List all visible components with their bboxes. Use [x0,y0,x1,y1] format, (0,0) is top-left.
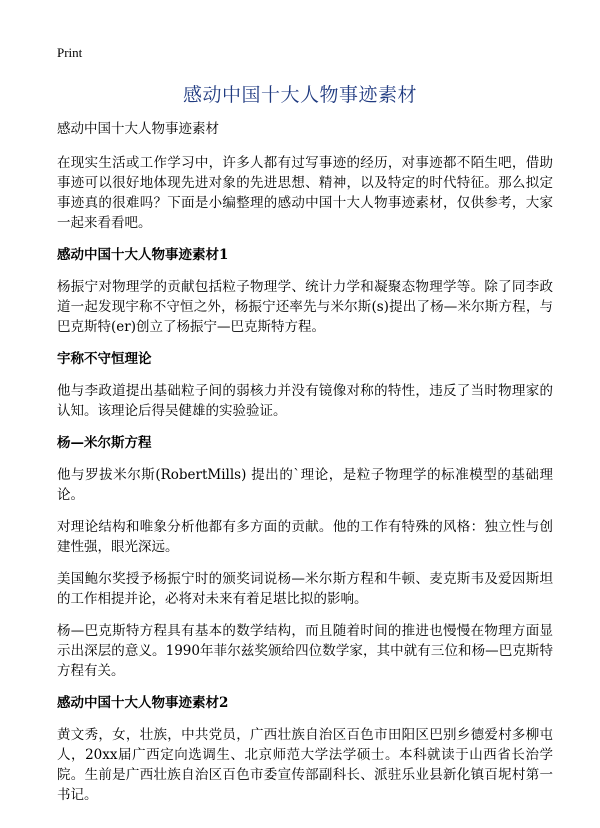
section-paragraph: 他与罗拔米尔斯(RobertMills) 提出的`理论，是粒子物理学的标准模型的基础理论。 [57,467,553,503]
document-subtitle: 感动中国十大人物事迹素材 [57,121,219,137]
section-paragraph: 黄文秀，女，壮族，中共党员，广西壮族自治区百色市田阳区巴别乡德爱村多柳屯人，20xx届广西定向选调生、北京师范大学法学硕士。本科就读于山西省长治学院。生前是广西壮族自治区百色市委宣传部副科长、派驻乐业县新化镇百坭村第一书记。 [57,727,553,803]
section-heading: 杨—米尔斯方程 [57,435,152,451]
section-paragraph: 他与李政道提出基础粒子间的弱核力并没有镜像对称的特性，违反了当时物理家的认知。该理论后得吴健雄的实验验证。 [57,383,553,419]
section-paragraph: 对理论结构和唯象分析他都有多方面的贡献。他的工作有特殊的风格：独立性与创建性强，眼光深远。 [57,519,553,555]
section-heading: 感动中国十大人物事迹素材2 [57,695,229,711]
intro-paragraph: 在现实生活或工作学习中，许多人都有过写事迹的经历，对事迹都不陌生吧，借助事迹可以很好地体现先进对象的先进思想、精神，以及特定的时代特征。那么拟定事迹真的很难吗？下面是小编整理的感动中国十大人物事迹素材，仅供参考，大家一起来看看吧。 [57,155,553,231]
section-paragraph: 美国鲍尔奖授予杨振宁时的颁奖词说杨—米尔斯方程和牛顿、麦克斯韦及爱因斯坦的工作相提并论，必将对未来有着足堪比拟的影响。 [57,571,553,607]
document-body [57,120,553,817]
print-link[interactable]: Print [57,45,83,60]
section-paragraph: 杨—巴克斯特方程具有基本的数学结构，而且随着时间的推进也慢慢在物理方面显示出深层的意义。1990年菲尔兹奖颁给四位数学家，其中就有三位和杨—巴克斯特方程有关。 [57,623,553,679]
section-paragraph: 杨振宁对物理学的贡献包括粒子物理学、统计力学和凝聚态物理学等。除了同李政道一起发现宇称不守恒之外，杨振宁还率先与米尔斯(s)提出了杨—米尔斯方程，与巴克斯特(er)创立了杨振宁—巴克斯特方程。 [57,279,553,335]
section-heading: 宇称不守恒理论 [57,351,152,367]
document-title: 感动中国十大人物事迹素材 [182,84,417,106]
section-heading: 感动中国十大人物事迹素材1 [57,247,229,263]
